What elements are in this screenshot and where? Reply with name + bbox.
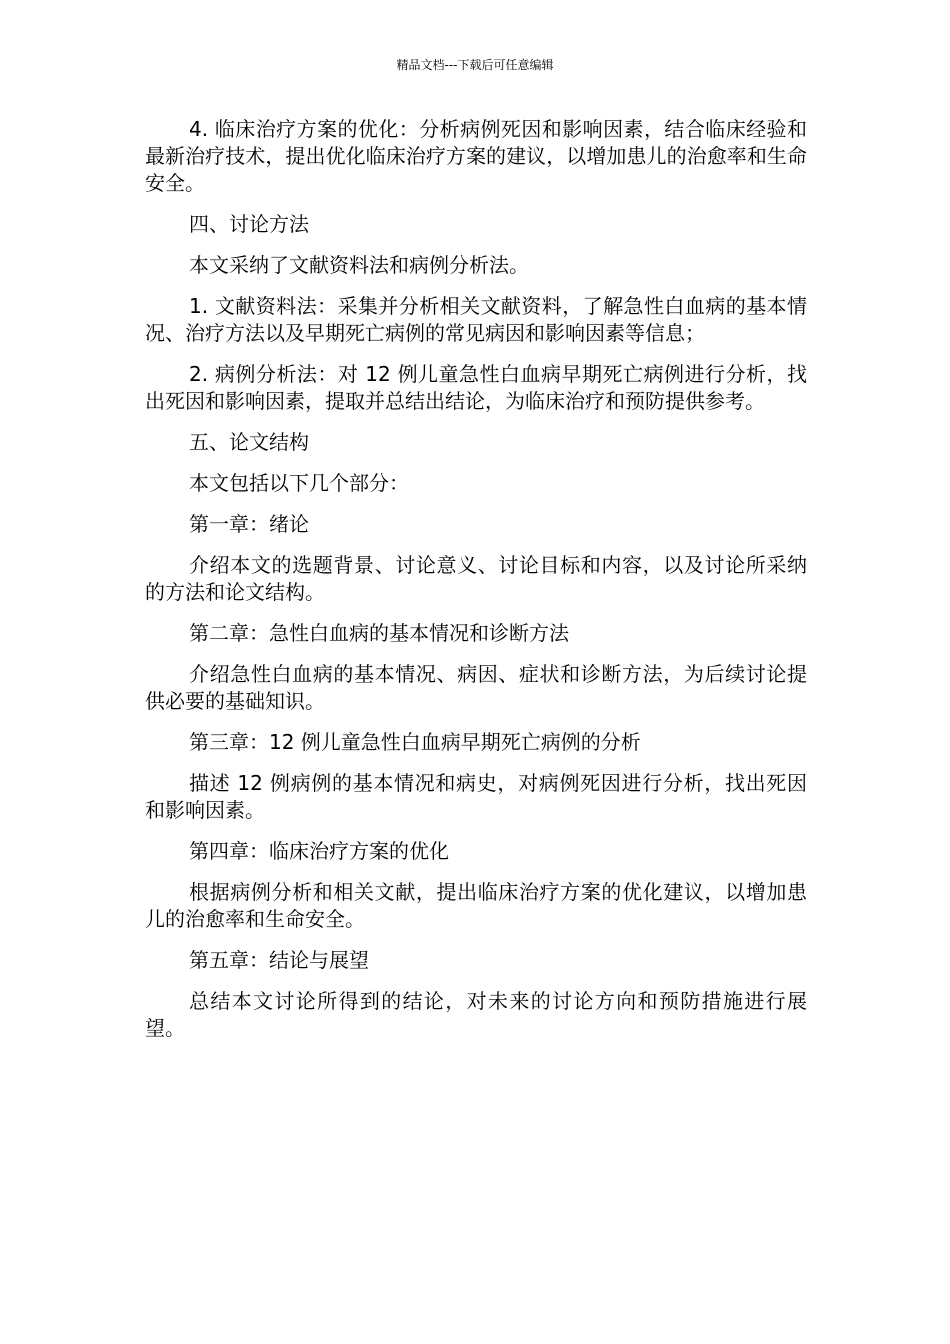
chapter-description-4: 根据病例分析和相关文献，提出临床治疗方案的优化建议，以增加患儿的治愈率和生命安全。: [145, 880, 807, 931]
chapter-description-5: 总结本文讨论所得到的结论，对未来的讨论方向和预防措施进行展望。: [145, 989, 807, 1040]
chapter-heading-5: 第五章：结论与展望: [189, 948, 369, 972]
section-heading-structure: 五、论文结构: [189, 430, 309, 454]
section-heading-methods: 四、讨论方法: [189, 212, 309, 236]
chapter-heading-1: 第一章：绪论: [189, 512, 309, 536]
paragraph-structure-intro: 本文包括以下几个部分：: [189, 471, 409, 495]
chapter-heading-4: 第四章：临床治疗方案的优化: [189, 839, 449, 863]
paragraph-methods-intro: 本文采纳了文献资料法和病例分析法。: [189, 253, 529, 277]
chapter-description-2: 介绍急性白血病的基本情况、病因、症状和诊断方法，为后续讨论提供必要的基础知识。: [145, 662, 807, 713]
paragraph-case-analysis-method: 2. 病例分析法：对 12 例儿童急性白血病早期死亡病例进行分析，找出死因和影响因素，提取并总结出结论，为临床治疗和预防提供参考。: [145, 362, 807, 413]
chapter-heading-3: 第三章：12 例儿童急性白血病早期死亡病例的分析: [189, 730, 641, 754]
paragraph-treatment-optimization: 4. 临床治疗方案的优化：分析病例死因和影响因素，结合临床经验和最新治疗技术，提出优化临床治疗方案的建议，以增加患儿的治愈率和生命安全。: [145, 117, 807, 195]
document-body: [145, 116, 807, 1056]
paragraph-literature-method: 1. 文献资料法：采集并分析相关文献资料，了解急性白血病的基本情况、治疗方法以及早期死亡病例的常见病因和影响因素等信息；: [145, 294, 807, 345]
chapter-description-1: 介绍本文的选题背景、讨论意义、讨论目标和内容，以及讨论所采纳的方法和论文结构。: [145, 553, 807, 604]
chapter-description-3: 描述 12 例病例的基本情况和病史，对病例死因进行分析，找出死因和影响因素。: [145, 771, 807, 822]
chapter-heading-2: 第二章：急性白血病的基本情况和诊断方法: [189, 621, 569, 645]
page-header: 精品文档---下载后可任意编辑: [396, 58, 554, 72]
